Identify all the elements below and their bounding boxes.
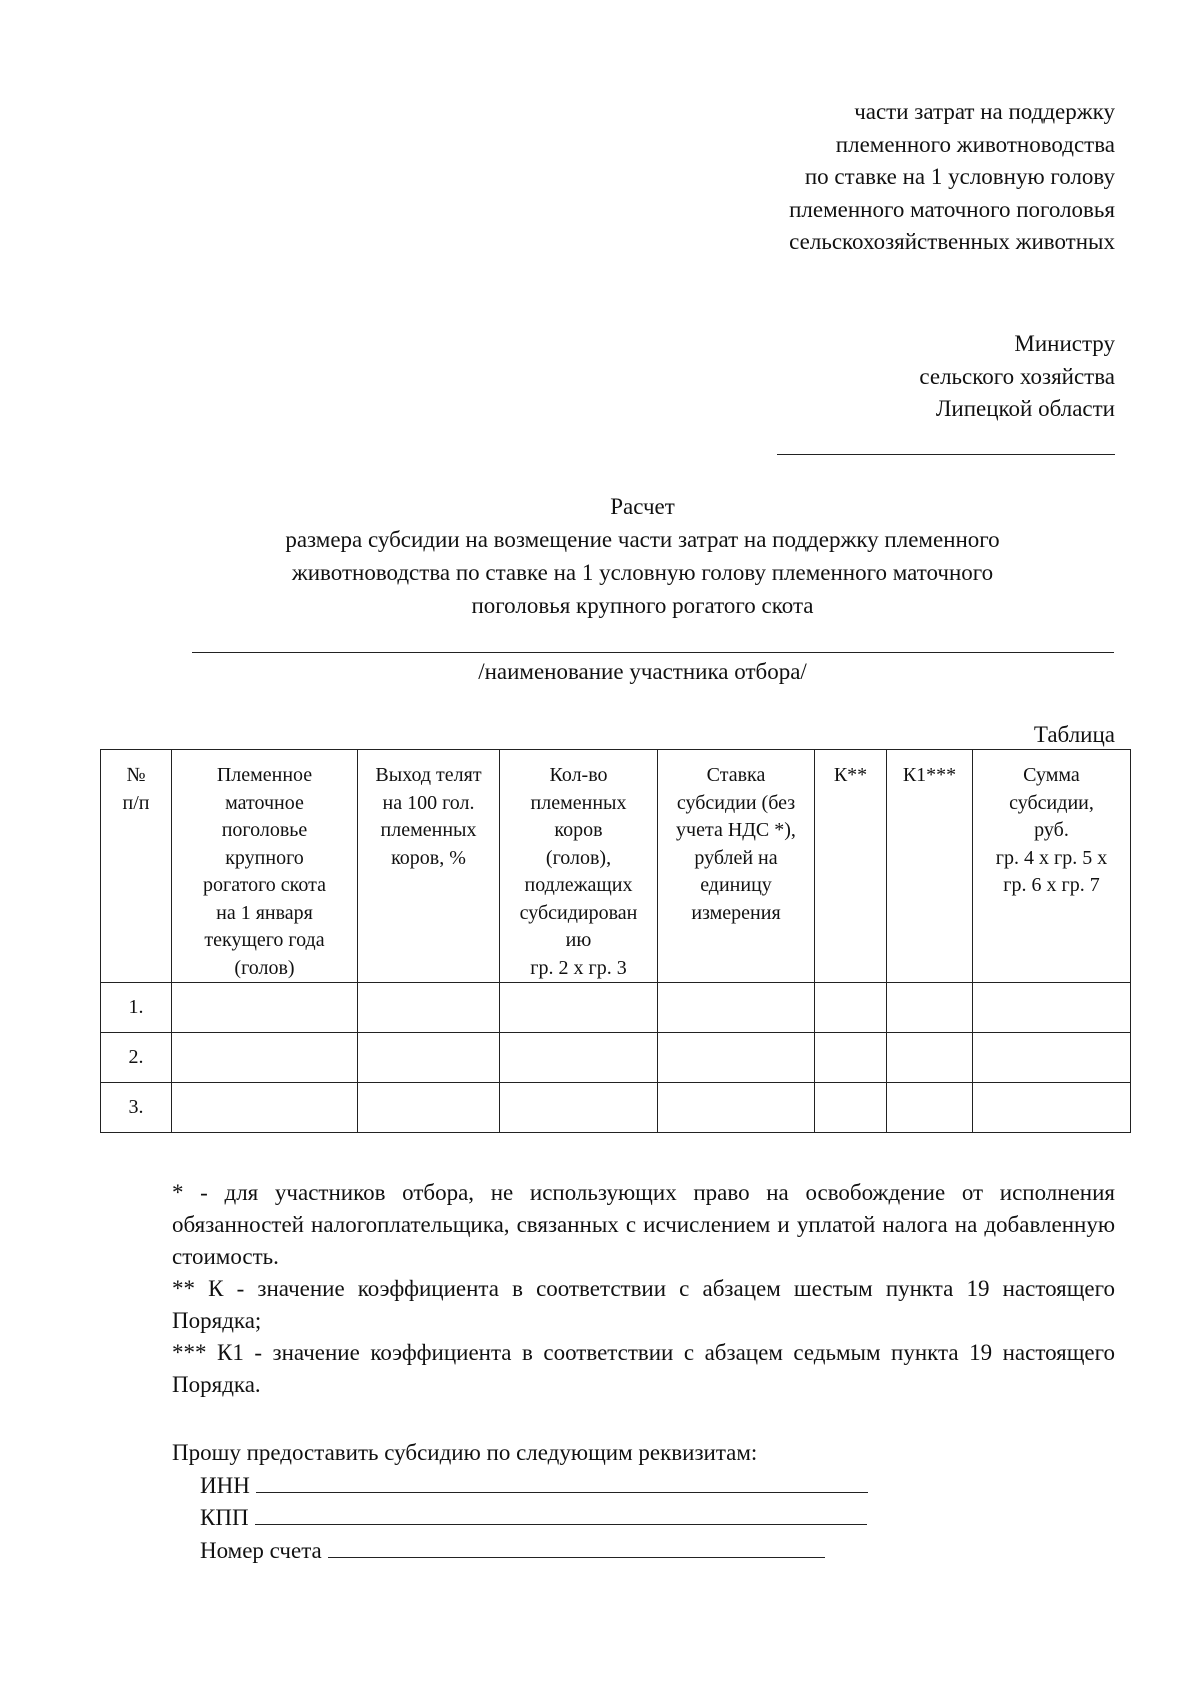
header-cell-number: № п/п — [101, 750, 172, 983]
row-number: 1. — [101, 983, 172, 1033]
kpp-label: КПП — [200, 1505, 249, 1530]
requisites-intro: Прошу предоставить субсидию по следующим реквизитам: — [172, 1440, 758, 1465]
participant-caption: /наименование участника отбора/ — [478, 659, 807, 684]
inn-field[interactable] — [256, 1470, 868, 1493]
footnote-k1: *** К1 - значение коэффициента в соответствии с абзацем седьмым пункта 19 настоящего Порядка. — [172, 1340, 1115, 1397]
table-cell[interactable] — [973, 1033, 1131, 1083]
account-label: Номер счета — [200, 1537, 322, 1563]
table-label: Таблица — [1033, 722, 1115, 747]
table-cell[interactable] — [658, 983, 815, 1033]
account-row — [172, 1535, 1072, 1568]
addressee-signature-line[interactable] — [777, 454, 1115, 455]
table-cell[interactable] — [172, 1033, 358, 1083]
addressee-line: сельского хозяйства — [919, 363, 1115, 389]
header-cell-rate: Ставка субсидии (без учета НДС *), рублей на единицу измерения — [658, 750, 815, 983]
table-cell[interactable] — [500, 1033, 658, 1083]
title-line: поголовья крупного рогатого скота — [471, 593, 814, 618]
account-number-field[interactable] — [328, 1535, 825, 1558]
table-cell[interactable] — [358, 983, 500, 1033]
table-cell[interactable] — [887, 983, 973, 1033]
table-cell[interactable] — [172, 983, 358, 1033]
header-cell-sum: Сумма субсидии, руб. гр. 4 х гр. 5 х гр. 6 х гр. 7 — [973, 750, 1131, 983]
title-line: размера субсидии на возмещение части затрат на поддержку племенного — [285, 527, 1000, 552]
title-line: животноводства по ставке на 1 условную голову племенного маточного — [291, 560, 994, 585]
title-heading: Расчет — [610, 494, 675, 519]
table-cell[interactable] — [815, 983, 887, 1033]
document-title — [180, 490, 1105, 622]
table-cell[interactable] — [172, 1083, 358, 1133]
participant-name-line[interactable] — [192, 652, 1114, 653]
footnotes — [172, 1177, 1115, 1401]
kpp-field[interactable] — [255, 1502, 867, 1525]
table-row — [101, 1083, 1131, 1133]
row-number: 2. — [101, 1033, 172, 1083]
inn-row — [172, 1470, 1072, 1503]
header-line: части затрат на поддержку — [854, 99, 1115, 124]
header-cell-k1: К1*** — [887, 750, 973, 983]
addressee-block — [595, 328, 1115, 426]
table-cell[interactable] — [815, 1033, 887, 1083]
inn-label: ИНН — [200, 1472, 250, 1498]
table-cell[interactable] — [887, 1083, 973, 1133]
header-line: сельскохозяйственных животных — [789, 229, 1115, 254]
header-line: по ставке на 1 условную голову — [804, 164, 1115, 189]
table-row — [101, 1033, 1131, 1083]
header-block — [595, 96, 1115, 259]
header-cell-livestock: Племенное маточное поголовье крупного рогатого скота на 1 января текущего года (голов) — [172, 750, 358, 983]
footnote-vat: * - для участников отбора, не использующих право на освобождение от исполнения обязанностей налогоплательщика, связанных с исчислением и уплатой налога на добавленную стоимость. — [172, 1180, 1115, 1269]
table-cell[interactable] — [973, 983, 1131, 1033]
table-cell[interactable] — [973, 1083, 1131, 1133]
header-line: племенного маточного поголовья — [789, 196, 1115, 222]
table-cell[interactable] — [358, 1033, 500, 1083]
row-number: 3. — [101, 1083, 172, 1133]
table-cell[interactable] — [500, 1083, 658, 1133]
header-cell-calf-yield: Выход телят на 100 гол. племенных коров, % — [358, 750, 500, 983]
calculation-table — [100, 749, 1131, 1133]
table-cell[interactable] — [815, 1083, 887, 1133]
table-row — [101, 983, 1131, 1033]
header-cell-k: К** — [815, 750, 887, 983]
addressee-line: Липецкой области — [935, 396, 1115, 421]
footnote-k: ** К - значение коэффициента в соответствии с абзацем шестым пункта 19 настоящего Порядка; — [172, 1276, 1115, 1333]
table-header-row — [101, 750, 1131, 983]
header-cell-cows-count: Кол-во племенных коров (голов), подлежащих субсидирован ию гр. 2 х гр. 3 — [500, 750, 658, 983]
header-line: племенного животноводства — [835, 131, 1115, 157]
table-cell[interactable] — [500, 983, 658, 1033]
kpp-row — [172, 1502, 1072, 1535]
table-cell[interactable] — [358, 1083, 500, 1133]
table-cell[interactable] — [658, 1083, 815, 1133]
table-cell[interactable] — [658, 1033, 815, 1083]
addressee-line: Министру — [1014, 331, 1115, 356]
requisites-block — [172, 1437, 1072, 1567]
table-cell[interactable] — [887, 1033, 973, 1083]
